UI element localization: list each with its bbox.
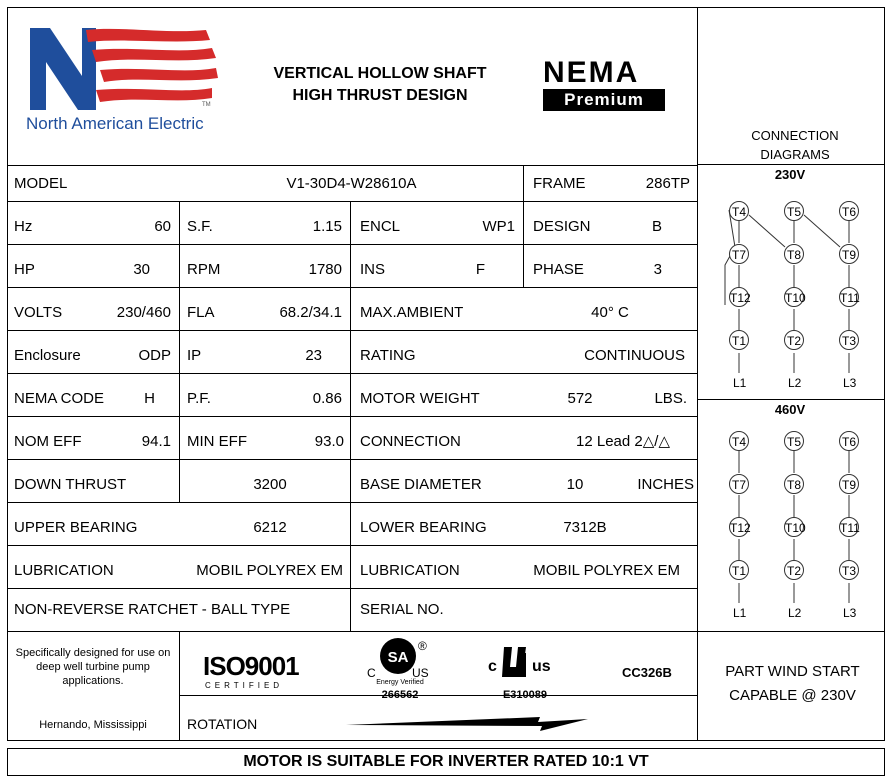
ratchet-text: NON-REVERSE RATCHET - BALL TYPE	[14, 601, 291, 618]
diagram-230v-label: 230V	[774, 167, 806, 182]
diagram-460v-label: 460V	[774, 402, 806, 417]
location-text: Hernando, Mississippi	[39, 719, 147, 731]
terminal-t9-460: T9	[839, 474, 859, 494]
design-label: DESIGN	[533, 218, 591, 235]
downthrust-value: 3200	[253, 476, 287, 493]
weight-label: MOTOR WEIGHT	[360, 390, 480, 407]
hp-value: 30	[133, 261, 150, 278]
basedia-label: BASE DIAMETER	[360, 476, 482, 493]
mineff-label: MIN EFF	[187, 433, 247, 450]
enclosure-label: Enclosure	[14, 347, 81, 364]
terminal-t7-460: T7	[729, 474, 749, 494]
pf-label: P.F.	[187, 390, 211, 407]
iso-9001-logo: ISO9001	[203, 651, 299, 681]
connection-diagrams-label: CONNECTION DIAGRAMS	[751, 128, 839, 162]
mineff-value: 93.0	[314, 433, 344, 450]
terminal-t9-230: T9	[839, 244, 859, 264]
designed-for-text: Specifically designed for use on deep well turbine pump applications.	[15, 647, 171, 687]
terminal-t12-230: T12	[729, 287, 749, 307]
design-value: B	[651, 218, 662, 235]
fla-label: FLA	[187, 304, 215, 321]
terminal-t10-460: T10	[784, 517, 804, 537]
iso-certified-text: CERTIFIED	[205, 681, 284, 690]
lead-l2-460: L2	[788, 606, 802, 620]
svg-text:®: ®	[418, 639, 427, 653]
lead-l2-230: L2	[788, 376, 802, 390]
terminal-t12-460: T12	[729, 517, 749, 537]
encl-label: ENCL	[360, 218, 401, 235]
inverter-banner-text: MOTOR IS SUITABLE FOR INVERTER RATED 10:1 VT	[243, 753, 649, 770]
ul-number: E310089	[502, 689, 548, 701]
terminal-t4-460: T4	[729, 431, 749, 451]
terminal-t4-230: T4	[729, 201, 749, 221]
ul-us-mark: us	[532, 658, 551, 675]
logo-company-name: North American Electric	[26, 114, 204, 133]
sf-label: S.F.	[187, 218, 213, 235]
hz-label: Hz	[14, 218, 33, 235]
terminal-t8-230: T8	[784, 244, 804, 264]
rating-value: CONTINUOUS	[584, 347, 685, 364]
phase-label: PHASE	[533, 261, 584, 278]
nema-logo-bottom: Premium	[543, 89, 665, 111]
upper-bearing-value: 6212	[253, 519, 287, 536]
lubrication-value-1: MOBIL POLYREX EM	[196, 562, 343, 579]
rating-label: RATING	[360, 347, 416, 364]
weight-value: 572	[567, 390, 593, 407]
maxamb-value: 40° C	[591, 304, 629, 321]
ip-label: IP	[187, 347, 202, 364]
lubrication-value-2: MOBIL POLYREX EM	[533, 562, 680, 579]
csa-us-mark: US	[412, 666, 429, 680]
ip-value: 23	[305, 347, 322, 364]
ul-logo-icon	[500, 643, 532, 679]
rotation-label: ROTATION	[187, 716, 258, 732]
terminal-t8-460: T8	[784, 474, 804, 494]
lead-l1-230: L1	[733, 376, 747, 390]
cc-number: CC326B	[622, 665, 672, 680]
ul-c-mark: c	[488, 658, 497, 675]
volts-value: 230/460	[116, 304, 171, 321]
terminal-t10-230: T10	[784, 287, 804, 307]
frame-label: FRAME	[533, 175, 586, 192]
terminal-t5-230: T5	[784, 201, 804, 221]
basedia-value: 10	[566, 476, 584, 493]
enclosure-value: ODP	[138, 347, 171, 364]
svg-text:TM: TM	[202, 102, 211, 108]
terminal-t1-230: T1	[729, 330, 749, 350]
volts-label: VOLTS	[14, 304, 63, 321]
lubrication-label-1: LUBRICATION	[14, 562, 114, 579]
basedia-unit: INCHES	[637, 476, 694, 493]
pf-value: 0.86	[312, 390, 342, 407]
terminal-t5-460: T5	[784, 431, 804, 451]
part-wind-start-text: PART WIND START CAPABLE @ 230V	[725, 663, 860, 704]
weight-unit: LBS.	[654, 390, 687, 407]
terminal-t3-460: T3	[839, 560, 859, 580]
frame-value: 286TP	[645, 175, 690, 192]
ins-value: F	[475, 261, 485, 278]
model-value: V1-30D4-W28610A	[286, 175, 417, 192]
rotation-arrow-icon	[340, 713, 590, 735]
terminal-t11-230: T11	[839, 287, 859, 307]
terminal-t3-230: T3	[839, 330, 859, 350]
hp-label: HP	[14, 261, 35, 278]
lower-bearing-value: 7312B	[563, 519, 607, 536]
terminal-t11-460: T11	[839, 517, 859, 537]
terminal-t6-460: T6	[839, 431, 859, 451]
nomeff-value: 94.1	[141, 433, 171, 450]
maxamb-label: MAX.AMBIENT	[360, 304, 464, 321]
svg-text:SA: SA	[387, 649, 409, 666]
terminal-t1-460: T1	[729, 560, 749, 580]
title-line-1: VERTICAL HOLLOW SHAFT	[273, 65, 487, 82]
upper-bearing-label: UPPER BEARING	[14, 519, 138, 536]
hz-value: 60	[154, 218, 171, 235]
phase-value: 3	[653, 261, 662, 278]
nemacode-value: H	[144, 390, 155, 407]
sf-value: 1.15	[312, 218, 342, 235]
lead-l3-230: L3	[843, 376, 857, 390]
rpm-label: RPM	[187, 261, 221, 278]
terminal-t7-230: T7	[729, 244, 749, 264]
terminal-t6-230: T6	[839, 201, 859, 221]
terminal-t2-230: T2	[784, 330, 804, 350]
connection-value: 12 Lead 2△/△	[576, 433, 670, 450]
terminal-t2-460: T2	[784, 560, 804, 580]
company-logo	[26, 24, 236, 139]
title-line-2: HIGH THRUST DESIGN	[292, 87, 468, 104]
lead-l1-460: L1	[733, 606, 747, 620]
nema-logo-top: NEMA	[543, 56, 640, 89]
lubrication-label-2: LUBRICATION	[360, 562, 460, 579]
lower-bearing-label: LOWER BEARING	[360, 519, 487, 536]
fla-value: 68.2/34.1	[279, 304, 342, 321]
model-label: MODEL	[14, 175, 68, 192]
rpm-value: 1780	[308, 261, 342, 278]
serial-label: SERIAL NO.	[360, 601, 444, 618]
nemacode-label: NEMA CODE	[14, 390, 105, 407]
encl-value: WP1	[482, 218, 515, 235]
ins-label: INS	[360, 261, 386, 278]
connection-label: CONNECTION	[360, 433, 461, 450]
csa-number: 266562	[381, 689, 419, 701]
csa-c-mark: C	[367, 666, 376, 680]
lead-l3-460: L3	[843, 606, 857, 620]
downthrust-label: DOWN THRUST	[14, 476, 127, 493]
csa-energy-verified: Energy Verified	[376, 679, 424, 686]
nomeff-label: NOM EFF	[14, 433, 82, 450]
